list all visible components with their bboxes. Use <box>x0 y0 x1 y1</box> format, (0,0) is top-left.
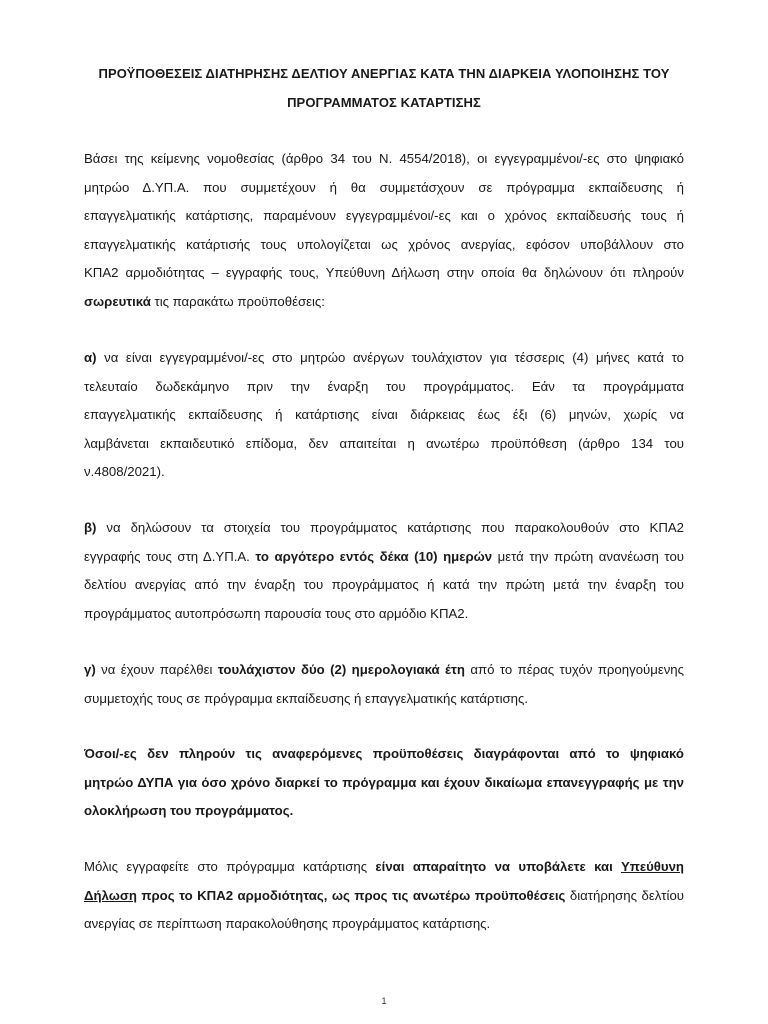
condition-b-paragraph <box>84 514 684 628</box>
condition-text: να είναι εγγεγραμμένοι/-ες στο μητρώο ανέργων τουλάχιστον για τέσσερις (4) μήνες κατά το <box>96 350 684 365</box>
condition-c-line: συμμετοχής τους σε πρόγραμμα εκπαίδευσης ή επαγγελματικής κατάρτισης. <box>84 690 529 706</box>
intro-paragraph <box>84 145 684 316</box>
condition-a-paragraph <box>84 344 684 487</box>
final-line <box>84 853 684 882</box>
condition-text: να έχουν παρέλθει <box>95 662 218 677</box>
emphasis-text: είναι απαραίτητο να υποβάλετε και <box>375 859 621 874</box>
condition-c-line <box>84 656 684 685</box>
condition-b-line: δελτίου ανεργίας από την έναρξη του προγράμματος ή κατά την πρώτη μετά την έναρξη του <box>84 577 684 592</box>
intro-line: Βάσει της κείμενης νομοθεσίας (άρθρο 34 του Ν. 4554/2018), οι εγγεγραμμένοι/-ες στο ψηφιακό <box>84 151 684 166</box>
condition-b-line: προγράμματος αυτοπρόσωπη παρουσία τους στο αρμόδιο ΚΠΑ2. <box>84 605 469 621</box>
emphasis-text: το αργότερο εντός δέκα (10) ημερών <box>255 548 493 564</box>
condition-a-line: ν.4808/2021). <box>84 464 165 479</box>
condition-c-paragraph <box>84 656 684 713</box>
document-title-line-2: ΠΡΟΓΡΑΜΜΑΤΟΣ ΚΑΤΑΡΤΙΣΗΣ <box>287 95 481 110</box>
condition-marker: α) <box>84 350 97 365</box>
page-number: 1 <box>381 996 387 1006</box>
intro-line: μητρώο Δ.ΥΠ.Α. που συμμετέχουν ή θα συμμετάσχουν σε πρόγραμμα εκπαίδευσης ή <box>84 179 684 195</box>
document-title-line-1: ΠΡΟΫΠΟΘΕΣΕΙΣ ΔΙΑΤΗΡΗΣΗΣ ΔΕΛΤΙΟΥ ΑΝΕΡΓΙΑΣ ΚΑΤΑ ΤΗΝ ΔΙΑΡΚΕΙΑ ΥΛΟΠΟΙΗΣΗΣ ΤΟΥ <box>98 66 670 81</box>
intro-line <box>84 288 684 317</box>
intro-line: επαγγελματικής κατάρτισής τους υπολογίζεται ως χρόνος ανεργίας, εφόσον υποβάλλουν στο <box>84 236 684 252</box>
final-text: διατήρησης δελτίου <box>565 887 684 903</box>
condition-a-line: λαμβάνεται εκπαιδευτικό επίδομα, δεν απαιτείται η ανωτέρω προϋπόθεση (άρθρο 134 του <box>84 435 684 451</box>
underlined-emphasis-text: Υπεύθυνη <box>620 859 684 874</box>
condition-text: να δηλώσουν τα στοιχεία του προγράμματος κατάρτισης που παρακολουθούν στο ΚΠΑ2 <box>96 520 684 535</box>
note-line: Όσοι/-ες δεν πληρούν τις αναφερόμενες προϋποθέσεις διαγράφονται από το ψηφιακό <box>84 746 684 761</box>
condition-text: από το πέρας τυχόν προηγούμενης <box>464 662 684 677</box>
condition-marker: β) <box>84 520 97 535</box>
underlined-emphasis-text: Δήλωση <box>84 887 137 903</box>
intro-line: επαγγελματικής κατάρτισης, παραμένουν εγγεγραμμένοι/-ες και ο χρόνος εκπαίδευσής τους ή <box>84 208 684 223</box>
condition-a-line <box>84 344 684 373</box>
condition-b-line <box>84 543 684 572</box>
intro-text: τις παρακάτω προϋποθέσεις: <box>150 293 325 309</box>
condition-text: εγγραφής τους στη Δ.ΥΠ.Α. <box>84 548 256 564</box>
emphasis-text: προς το ΚΠΑ2 αρμοδιότητας, ως προς τις ανωτέρω προϋποθέσεις <box>136 887 566 903</box>
condition-a-line: επαγγελματικής εκπαίδευσης ή κατάρτισης είναι διάρκειας έως έξι (6) μηνών, χωρίς να <box>84 407 684 422</box>
condition-a-line: τελευταίο δωδεκάμηνο πριν την έναρξη του προγράμματος. Εάν τα προγράμματα <box>84 378 684 394</box>
final-line <box>84 882 684 911</box>
intro-line: ΚΠΑ2 αρμοδιότητας – εγγραφής τους, Υπεύθυνη Δήλωση στην οποία θα δηλώνουν ότι πληρούν <box>84 265 684 280</box>
final-line: ανεργίας σε περίπτωση παρακολούθησης προγράμματος κατάρτισης. <box>84 916 491 931</box>
note-line: μητρώο ΔΥΠΑ για όσο χρόνο διαρκεί το πρόγραμμα και έχουν δικαίωμα επανεγγραφής με την <box>84 774 684 790</box>
condition-b-line <box>84 514 684 543</box>
emphasis-text: τουλάχιστον δύο (2) ημερολογιακά έτη <box>217 662 465 677</box>
final-text: Μόλις εγγραφείτε στο πρόγραμμα κατάρτισης <box>84 859 376 874</box>
emphasis-text: σωρευτικά <box>84 293 151 309</box>
deletion-note-paragraph <box>84 740 684 826</box>
condition-marker: γ) <box>84 662 96 677</box>
note-line: ολοκλήρωση του προγράμματος. <box>84 803 294 818</box>
final-instruction-paragraph <box>84 853 684 939</box>
condition-text: μετά την πρώτη ανανέωση του <box>492 548 684 564</box>
